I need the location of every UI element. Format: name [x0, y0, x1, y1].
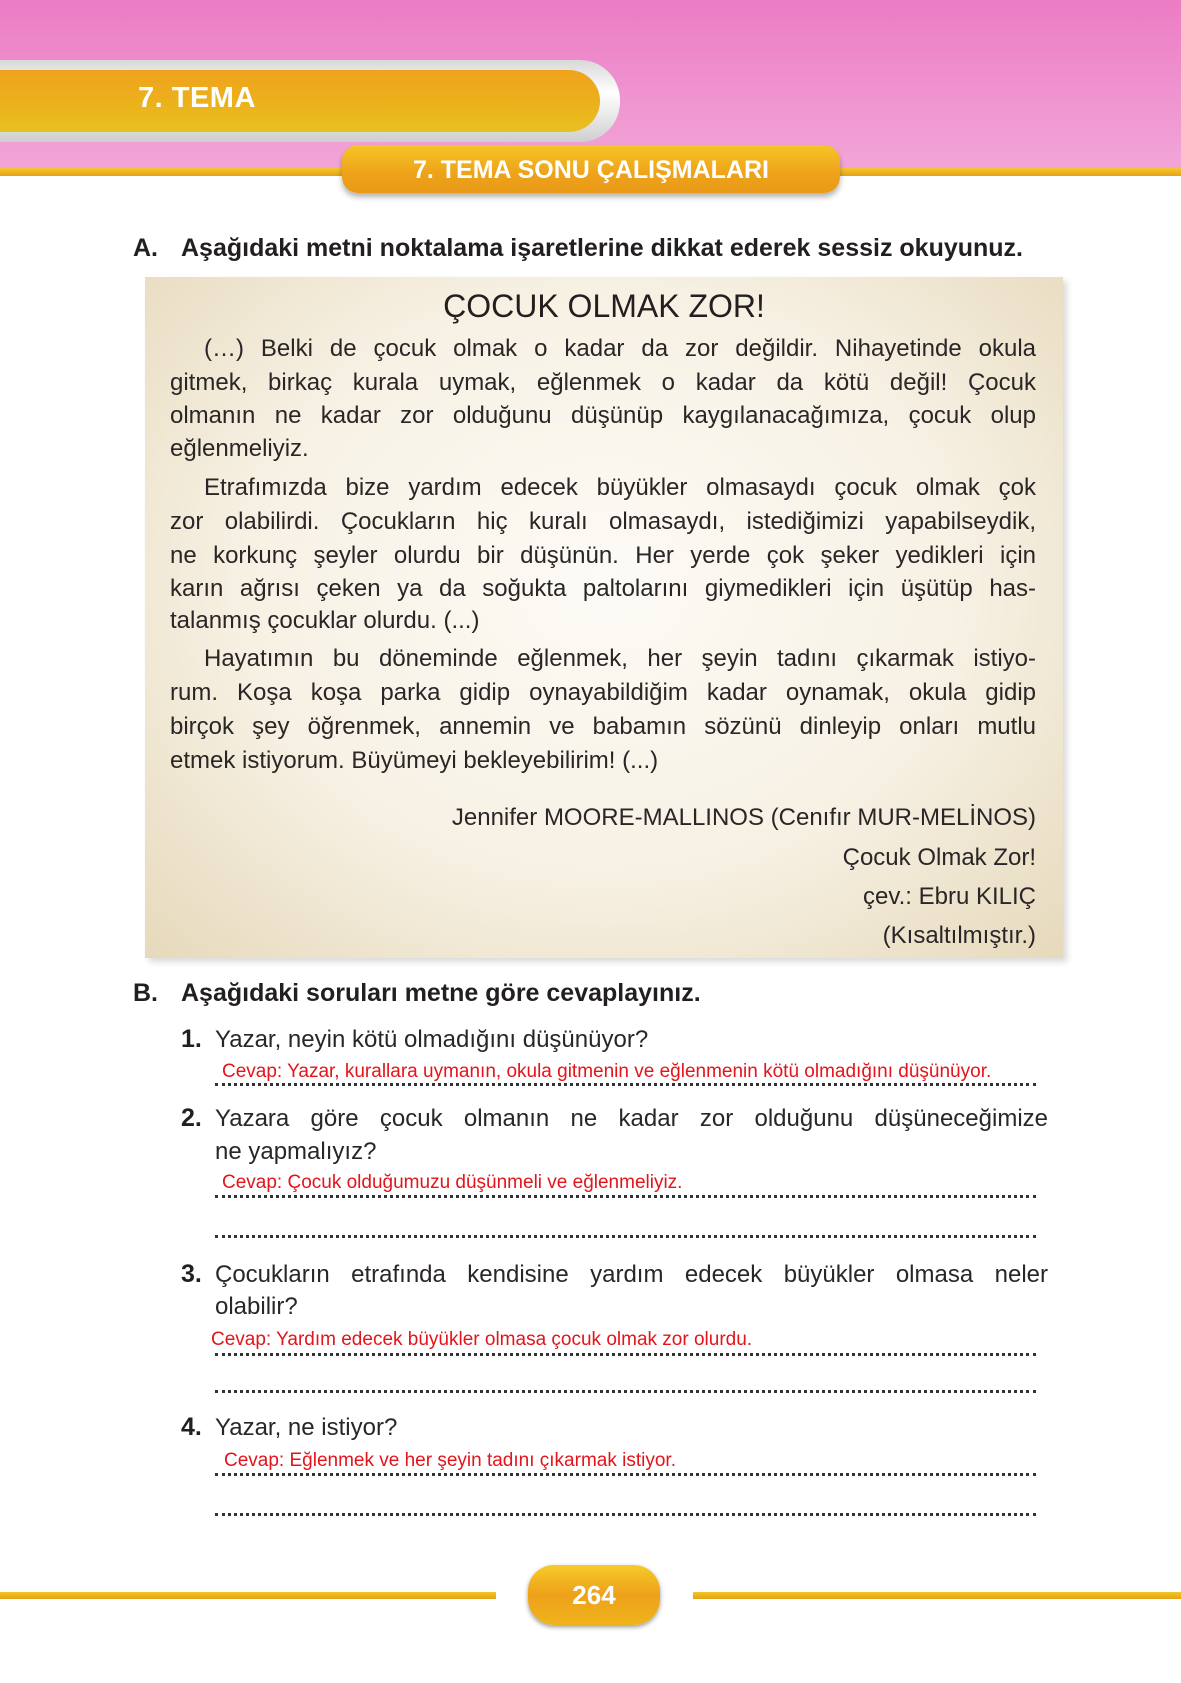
story-line: (…) Belki de çocuk olmak o kadar da zor değildir. Nihayetinde okula: [204, 335, 1036, 362]
footer-divider-right: [693, 1592, 1181, 1599]
question-text: Yazar, neyin kötü olmadığını düşünüyor?: [215, 1026, 649, 1053]
theme-banner: [0, 70, 600, 132]
story-line: birçok şey öğrenmek, annemin ve babamın sözünü dinleyip onları mutlu: [170, 713, 1036, 740]
answer-line[interactable]: [215, 1473, 1036, 1476]
story-author: Jennifer MOORE-MALLINOS (Cenıfır MUR-MELİNOS): [451, 804, 1036, 831]
story-line: rum. Koşa koşa parka gidip oynayabildiğim kadar oynamak, okula gidip: [170, 679, 1036, 706]
answer-line[interactable]: [215, 1235, 1036, 1238]
question-text: Yazar, ne istiyor?: [215, 1414, 398, 1441]
story-line: Hayatımın bu döneminde eğlenmek, her şeyin tadını çıkarmak istiyo-: [204, 645, 1036, 672]
answer-text: Cevap: Çocuk olduğumuzu düşünmeli ve eğlenmeliyiz.: [222, 1172, 683, 1193]
story-title: ÇOCUK OLMAK ZOR!: [443, 288, 765, 324]
story-line: ne korkunç şeyler olurdu bir düşünün. Her yerde çok şeker yedikleri için: [170, 542, 1036, 569]
story-book: Çocuk Olmak Zor!: [842, 844, 1036, 871]
question-number: 4.: [181, 1413, 202, 1441]
answer-line[interactable]: [215, 1195, 1036, 1198]
question-text: Çocukların etrafında kendisine yardım edecek büyükler olmasa neler: [215, 1261, 1048, 1288]
question-text: ne yapmalıyız?: [215, 1138, 377, 1165]
story-line: olmanın ne kadar zor olduğunu düşünüp kaygılanacağımıza, çocuk olup: [170, 402, 1036, 429]
page-number: 264: [572, 1580, 616, 1610]
answer-text: Cevap: Yardım edecek büyükler olmasa çocuk olmak zor olurdu.: [211, 1329, 753, 1350]
story-line: eğlenmeliyiz.: [170, 435, 309, 462]
story-line: etmek istiyorum. Büyümeyi bekleyebilirim! (...): [170, 747, 659, 774]
answer-line[interactable]: [215, 1513, 1036, 1516]
question-text: Yazara göre çocuk olmanın ne kadar zor olduğunu düşüneceğimize: [215, 1105, 1048, 1132]
story-line: zor olabilirdi. Çocukların hiç kuralı olmasaydı, istediğimizi yapabilseydik,: [170, 508, 1036, 535]
answer-text: Cevap: Eğlenmek ve her şeyin tadını çıkarmak istiyor.: [224, 1450, 676, 1471]
answer-line[interactable]: [215, 1083, 1036, 1086]
story-line: karın ağrısı çeken ya da soğukta paltolarını giymedikleri için üşütüp has-: [170, 575, 1036, 602]
section-b-instruction: Aşağıdaki soruları metne göre cevaplayınız.: [181, 979, 701, 1007]
question-text: olabilir?: [215, 1293, 298, 1320]
theme-label: 7. TEMA: [138, 82, 256, 114]
section-title: 7. TEMA SONU ÇALIŞMALARI: [412, 156, 770, 184]
question-number: 1.: [181, 1025, 202, 1053]
story-translator: çev.: Ebru KILIÇ: [863, 883, 1036, 910]
story-line: gitmek, birkaç kurala uymak, eğlenmek o kadar da kötü değil! Çocuk: [170, 369, 1036, 396]
section-b-letter: B.: [133, 979, 158, 1007]
question-number: 3.: [181, 1260, 202, 1288]
section-a-instruction: Aşağıdaki metni noktalama işaretlerine dikkat ederek sessiz okuyunuz.: [181, 234, 1024, 262]
footer-divider-left: [0, 1592, 496, 1599]
section-a-letter: A.: [133, 234, 158, 262]
story-note: (Kısaltılmıştır.): [882, 922, 1036, 949]
answer-line[interactable]: [215, 1390, 1036, 1393]
answer-line[interactable]: [215, 1353, 1036, 1356]
answer-text: Cevap: Yazar, kurallara uymanın, okula gitmenin ve eğlenmenin kötü olmadığını düşünüyor.: [222, 1061, 992, 1082]
story-line: Etrafımızda bize yardım edecek büyükler olmasaydı çocuk olmak çok: [204, 474, 1036, 501]
story-line: talanmış çocuklar olurdu. (...): [170, 607, 480, 634]
question-number: 2.: [181, 1104, 202, 1132]
